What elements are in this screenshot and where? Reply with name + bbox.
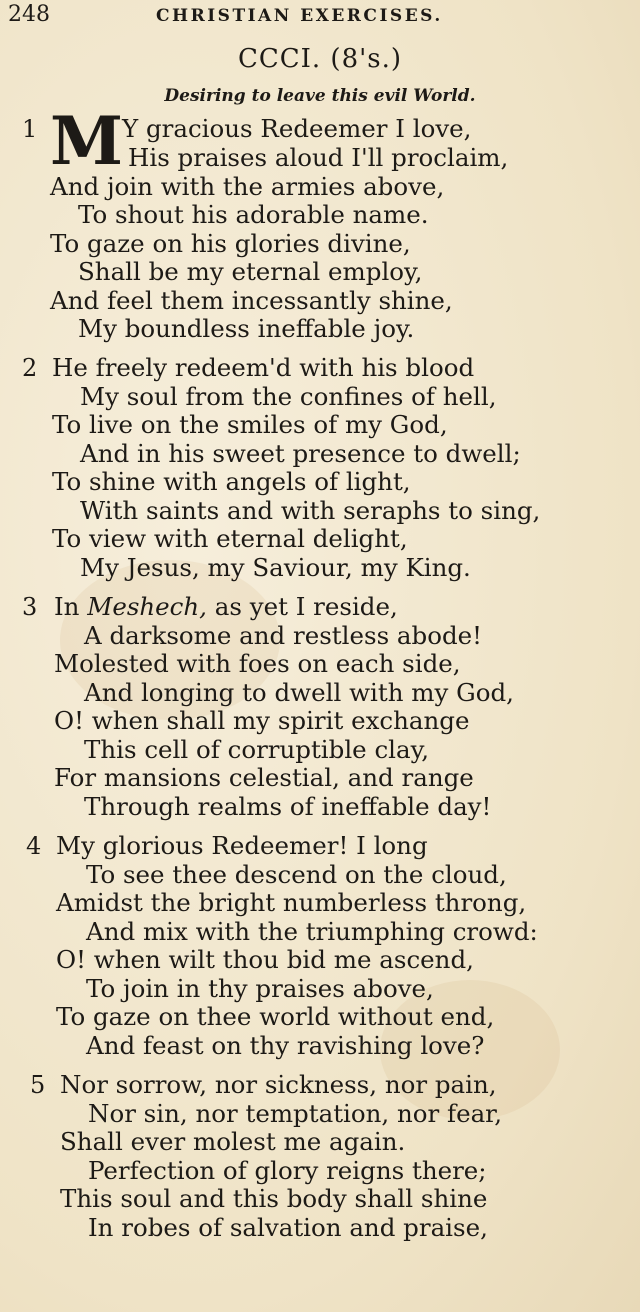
verse-line: In robes of salvation and praise,: [88, 1213, 488, 1242]
verse-line: His praises aloud I'll proclaim,: [128, 143, 509, 172]
verse-line: Y gracious Redeemer I love,: [122, 114, 472, 143]
verse-line: To gaze on his glories divine,: [50, 229, 411, 258]
verse-line: To gaze on thee world without end,: [56, 1002, 495, 1031]
verse-number: 5: [30, 1071, 46, 1099]
verse-line: My glorious Redeemer! I long: [56, 831, 428, 860]
verse-line: Molested with foes on each side,: [54, 649, 461, 678]
verse-number: 2: [22, 354, 38, 382]
verse-line-prefix: In: [54, 592, 88, 621]
verse-line: To see thee descend on the cloud,: [86, 860, 507, 889]
verse-line: O! when shall my spirit exchange: [54, 706, 470, 735]
hymn-subtitle: Desiring to leave this evil World.: [164, 86, 476, 106]
verse-number: 1: [22, 115, 38, 143]
verse-line: To join in thy praises above,: [86, 974, 434, 1003]
verse-line: And mix with the triumphing crowd:: [86, 917, 538, 946]
verse-line: And in his sweet presence to dwell;: [80, 439, 521, 468]
page-header: [8, 2, 630, 32]
verse-line: My boundless ineffable joy.: [78, 314, 415, 343]
verse-first-line: [54, 592, 398, 621]
verse-line: To shout his adorable name.: [78, 200, 429, 229]
verse-line: For mansions celestial, and range: [54, 763, 474, 792]
verse-line: Shall be my eternal employ,: [78, 257, 423, 286]
verse-line: Shall ever molest me again.: [60, 1127, 406, 1156]
verse-number: 3: [22, 593, 38, 621]
drop-cap: M: [50, 102, 124, 180]
page-number: 248: [8, 2, 50, 27]
verse-line: To view with eternal delight,: [52, 524, 408, 553]
verse-line: And feast on thy ravishing love?: [86, 1031, 485, 1060]
verse-line: And longing to dwell with my God,: [84, 678, 514, 707]
verse-line: He freely redeem'd with his blood: [52, 353, 475, 382]
running-title: CHRISTIAN EXERCISES.: [156, 6, 443, 26]
verse-line: And feel them incessantly shine,: [50, 286, 453, 315]
verse-line: Amidst the bright numberless throng,: [56, 888, 527, 917]
verse-line: And join with the armies above,: [50, 172, 445, 201]
verse-line: My Jesus, my Saviour, my King.: [80, 553, 471, 582]
place-name: Meshech,: [87, 592, 207, 621]
verse-line: To shine with angels of light,: [52, 467, 411, 496]
verse-line: My soul from the confines of hell,: [80, 382, 497, 411]
verse-line: O! when wilt thou bid me ascend,: [56, 945, 474, 974]
verse-line: A darksome and restless abode!: [84, 621, 482, 650]
verse-line: This soul and this body shall shine: [60, 1184, 488, 1213]
verse-line: To live on the smiles of my God,: [52, 410, 448, 439]
verse-line-suffix: as yet I reside,: [206, 592, 398, 621]
verse-number: 4: [26, 832, 42, 860]
verse-line: With saints and with seraphs to sing,: [80, 496, 541, 525]
hymn-number: CCCI. (8's.): [237, 44, 403, 74]
verse-line: Nor sin, nor temptation, nor fear,: [88, 1099, 502, 1128]
verse-line: Perfection of glory reigns there;: [88, 1156, 487, 1185]
verse-line: This cell of corruptible clay,: [84, 735, 429, 764]
verse-line: Through realms of ineffable day!: [84, 792, 492, 821]
verse-line: Nor sorrow, nor sickness, nor pain,: [60, 1070, 497, 1099]
